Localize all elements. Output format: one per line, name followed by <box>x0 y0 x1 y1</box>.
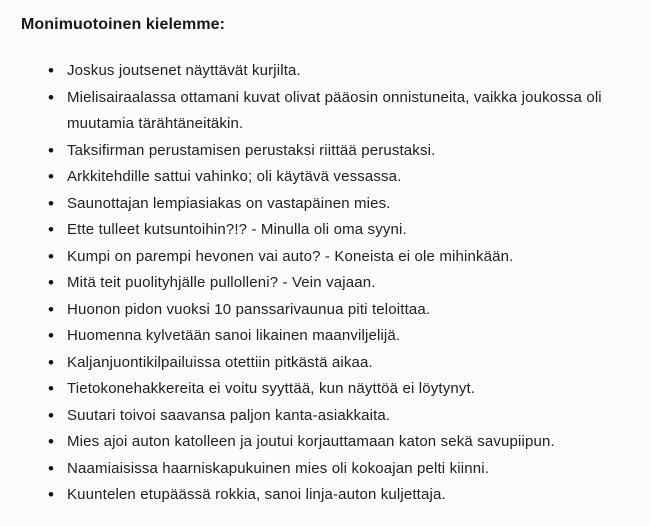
list-item <box>48 191 646 218</box>
bullet-icon: • <box>48 87 55 107</box>
list-item-text: Mies ajoi auton katolleen ja joutui korjauttamaan katon sekä savupiipun. <box>67 433 555 450</box>
list-item <box>48 138 646 165</box>
bullet-icon: • <box>48 352 55 372</box>
bullet-icon: • <box>48 326 55 345</box>
list-item-text: Mitä teit puolityhjälle pullolleni? - Vein vajaan. <box>67 274 376 291</box>
bullet-icon: • <box>48 273 55 292</box>
page-title: Monimuotoinen kielemme: <box>21 16 226 33</box>
list-item <box>48 323 646 350</box>
bullet-icon: • <box>48 220 55 239</box>
list-item <box>48 58 646 85</box>
bullet-icon: • <box>48 167 55 186</box>
list-item-text: Saunottajan lempiasiakas on vastapäinen mies. <box>67 194 391 212</box>
bullet-icon: • <box>48 140 55 160</box>
list-item <box>48 270 646 297</box>
list-item <box>48 350 646 377</box>
bullet-icon: • <box>48 485 55 504</box>
bullet-icon: • <box>48 379 55 398</box>
list-item <box>48 244 646 271</box>
list-item-text: Suutari toivoi saavansa paljon kanta-asiakkaita. <box>67 406 391 424</box>
list-item <box>48 482 646 509</box>
list-item-text: Joskus joutsenet näyttävät kurjilta. <box>67 62 301 79</box>
bullet-icon: • <box>48 299 55 319</box>
bullet-icon: • <box>48 193 55 213</box>
list-item-text: Arkkitehdille sattui vahinko; oli käytävä vessassa. <box>67 168 402 185</box>
list-item <box>48 403 646 430</box>
bullet-icon: • <box>48 432 55 451</box>
bullet-icon: • <box>48 246 55 266</box>
list-item-text: Kuuntelen etupäässä rokkia, sanoi linja-auton kuljettaja. <box>67 486 446 503</box>
list-item <box>48 297 646 324</box>
list-item-text: Taksifirman perustamisen perustaksi riittää perustaksi. <box>67 141 436 159</box>
list-item-text: Kaljanjuontikilpailuissa otettiin pitkästä aikaa. <box>67 353 373 371</box>
list-item-text: Kumpi on parempi hevonen vai auto? - Koneista ei ole mihinkään. <box>67 247 514 265</box>
bullet-icon: • <box>48 405 55 425</box>
list-item <box>48 217 646 244</box>
list-item <box>48 429 646 456</box>
list-item-text: Huomenna kylvetään sanoi likainen maanviljelijä. <box>67 327 401 344</box>
list-item <box>48 376 646 403</box>
list-item-text: Mielisairaalassa ottamani kuvat olivat pääosin onnistuneita, vaikka joukossa oli muutamia tärähtäneitäkin. <box>67 88 602 132</box>
list-item-text: Naamiaisissa haarniskapukuinen mies oli kokoajan pelti kiinni. <box>67 459 490 477</box>
list-item-text: Tietokonehakkereita ei voitu syyttää, kun näyttöä ei löytynyt. <box>67 380 476 397</box>
list-item <box>48 164 646 191</box>
bullet-icon: • <box>48 458 55 478</box>
list-item <box>48 85 646 138</box>
list-item-text: Ette tulleet kutsuntoihin?!? - Minulla oli oma syyni. <box>67 221 407 238</box>
bullet-icon: • <box>48 61 55 80</box>
bulleted-list <box>21 58 646 509</box>
list-item-text: Huonon pidon vuoksi 10 panssarivaunua piti teloittaa. <box>67 300 431 318</box>
list-item <box>48 456 646 483</box>
